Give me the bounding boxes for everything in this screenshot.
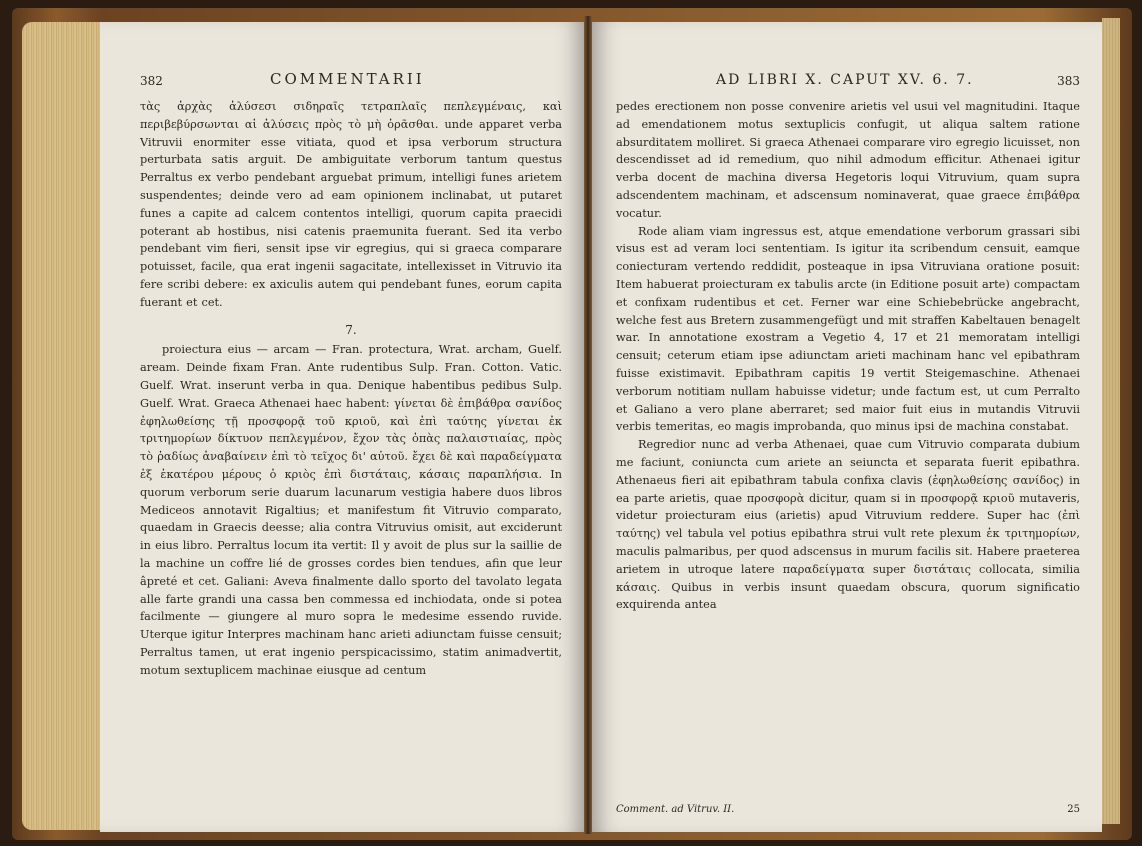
- footer-sheet-number: 25: [1067, 804, 1080, 815]
- left-paragraph-1: τὰς ἀρχὰς ἁλύσεσι σιδηραῖς τετραπλαῖς πεπλεγμέναις, καὶ περιβεβύρσωνται αἱ ἁλύσεις πρὸς τὸ μὴ ὁρᾶσθαι. unde apparet verba Vitruvii enormiter esse vitiata, quod et ipsa verborum structura perturbata satis arguit. De ambiguitate verborum tantum questus Perraltus ex verbo pendebant arguebat primum, intelligi funes arietem suspendentes; deinde vero ad eam opinionem inclinabat, ut putaret funes a capite ad calcem contentos intelligi, quorum capita praecidi poterant ab hostibus, nisi catenis praemunita fuerant. Sed ita verbo pendebant vim fieri, sensit ipse vir egregius, qui si graeca comparare potuisset, facile, qua erat ingenii sagacitate, intellexisset in Vitruvio ita fere scribi debere: ex axiculis autem qui pendebant funes, eorum capita fuerant et cet.: [140, 100, 562, 309]
- page-edges-right: [1102, 18, 1120, 824]
- page-edges-left: [22, 22, 100, 830]
- book-gutter: [584, 16, 592, 834]
- left-paragraph-2: proiectura eius — arcam — Fran. protectura, Wrat. archam, Guelf. aream. Deinde fixam Fran. Ante rudentibus Sulp. Fran. Cotton. Vatic. Guelf. Wrat. inserunt verba in qua. Denique habentibus pedibus Sulp. Guelf. Wrat. Graeca Athenaei haec habent: γίνεται δὲ ἐπιβάθρα σανίδος ἐφηλωθείσης τῇ προσφορᾷ τοῦ κριοῦ, καὶ ἐπὶ ταύτης γίνεται ἐκ τριτημορίων δίκτυον πεπλεγμένον, ἔχον τὰς ὀπὰς παλαιστιαίας, πρὸς τὸ ῥαδίως ἀναβαίνειν ἐπὶ τὸ τεῖχος δι' αὐτοῦ. ἔχει δὲ καὶ παραδείγματα ἐξ ἑκατέρου μέρους ὁ κριὸς ἐπὶ διστάταις, κάσαις παραπλήσια. In quorum verborum serie duarum lacunarum vestigia habere duos libros Mediceos annotavit Rigaltius; et manifestum fit Vitruvio comparato, quaedam in Graecis deesse; alia contra Vitruvius omisit, aut exciderunt in eius libro. Perraltus locum ita vertit: Il y avoit de plus sur la saillie de la machine un coffre lié de grosses cordes bien tendues, afin que leur âpreté et cet. Galiani: Aveva finalmente dallo sporto del tavolato legata alle farte grandi una cassa ben commessa ed inchiodata, onde si potea facilmente — giungere al muro sopra le medesime essendo ruvide. Uterque igitur Interpres machinam hanc arieti adiunctam fuisse censuit; Perraltus tamen, ut erat ingenio perspicacissimo, statim animadvertit, motum sextuplicem machinae eiusque ad centum: [140, 343, 562, 677]
- right-paragraph-2: Rode aliam viam ingressus est, atque emendatione verborum grassari sibi visus est ad veram loci sententiam. Is igitur ita scribendum censuit, eamque coniecturam vertendo reddidit, posteaque in ipsa Vitruviana oratione posuit: Item habuerat proiecturam ex tabulis arcte (in Editione posuit arte) compactam et confixam rudentibus et cet. Ferner war eine Schiebebrücke angebracht, welche fest aus Bretern zusammengefügt und mit straffen Kabeltauen benagelt war. In annotatione exostram a Vegetio 4, 17 et 21 memoratam intelligi censuit; ceterum etiam ipse adiunctam arieti machinam hanc vel epibathram fuisse existimavit. Epibathram capitis 19 vertit Steigemaschine. Athenaei verborum notitiam nullam habuisse videtur; unde factum est, ut cum Perralto et Galiano a vero plane aberraret; sed maior fuit eius in mutandis Vitruvii verbis temeritas, eo magis improbanda, quo minus ipsi de machina constabat.: [616, 224, 1080, 434]
- left-page: [100, 22, 584, 832]
- right-page-footer: [616, 804, 1080, 818]
- left-running-title: COMMENTARII: [270, 70, 425, 88]
- right-page: [592, 22, 1102, 832]
- right-page-number: 383: [1057, 74, 1080, 88]
- left-running-head: [140, 70, 562, 92]
- right-running-head: [616, 70, 1080, 92]
- section-number: 7.: [345, 322, 357, 337]
- right-paragraph-1: pedes erectionem non posse convenire arietis vel usui vel magnitudini. Itaque ad emendationem motus sextuplicis confugit, ut aliqua saltem ratione absurditatem molliret. Si graeca Athenaei comparare viro egregio licuisset, non descendisset ad id remedium, quo nihil admodum efficitur. Athenaei igitur verba docent de machina diversa Hegetoris loqui Vitruvium, quam supra adscendentem machinam, et adscensum nominaverat, quae graece ἐπιβάθρα vocatur.: [616, 100, 1080, 220]
- right-running-title: AD LIBRI X. CAPUT XV. 6. 7.: [716, 72, 974, 88]
- right-body-text: [616, 98, 1080, 614]
- right-paragraph-3: Regredior nunc ad verba Athenaei, quae cum Vitruvio comparata dubium me faciunt, coniuncta cum ariete an seiuncta et separata fuerit epibathra. Athenaeus fieri ait epibathram tabula confixa clavis (ἐφηλωθείσης σανίδος) in ea parte arietis, quae προσφορὰ dicitur, quam si in προσφορᾷ κριοῦ mutaveris, videtur proiecturam eius (arietis) apud Vitruvium reddere. Super hac (ἐπὶ ταύτης) vel tabula vel potius epibathra strui vult rete plexum ἐκ τριτημορίων, maculis palmaribus, per quod adscensus in murum facilis sit. Habere praeterea arietem in utroque latere παραδείγματα super διστάταις collocata, similia κάσαις. Quibus in verbis insunt quaedam obscura, quorum significatio exquirenda antea: [616, 438, 1080, 612]
- left-body-text: [140, 98, 562, 680]
- footer-signature: Comment. ad Vitruv. II.: [616, 804, 735, 815]
- left-page-number: 382: [140, 74, 163, 88]
